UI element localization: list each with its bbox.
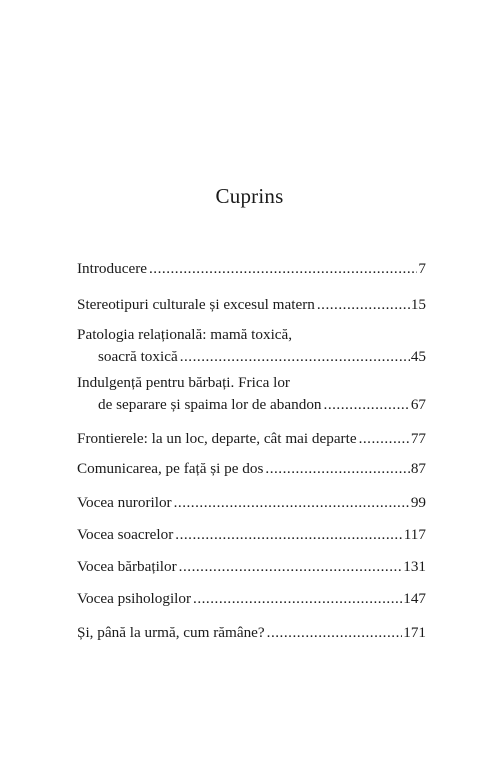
toc-entry bbox=[77, 622, 426, 644]
dot-leader bbox=[193, 588, 402, 610]
toc-entry bbox=[77, 258, 426, 280]
toc-entry bbox=[77, 556, 426, 578]
toc-page-number: 117 bbox=[403, 526, 426, 543]
page-title: Cuprins bbox=[215, 184, 284, 208]
toc-entry-title: Vocea psihologilor bbox=[77, 590, 192, 607]
toc-entry-title: Indulgență pentru bărbați. Frica lor bbox=[77, 374, 290, 391]
toc-entry bbox=[77, 588, 426, 610]
dot-leader bbox=[359, 428, 410, 450]
toc-entry-line bbox=[77, 428, 426, 450]
toc-entry-title: Introducere bbox=[77, 260, 147, 277]
toc-entry-title: Vocea soacrelor bbox=[77, 526, 174, 543]
dot-leader bbox=[175, 524, 403, 546]
toc-entry bbox=[77, 492, 426, 514]
toc-entry-line bbox=[77, 556, 426, 578]
dot-leader bbox=[265, 458, 409, 480]
toc-entry-title: soacră toxică bbox=[98, 348, 178, 365]
toc-entry bbox=[77, 294, 426, 316]
toc-entry-title: Frontierele: la un loc, departe, cât mai departe bbox=[77, 430, 357, 447]
dot-leader bbox=[149, 258, 417, 280]
toc-entry-title: Vocea bărbaților bbox=[77, 558, 177, 575]
toc-entry-line bbox=[77, 394, 426, 416]
toc-entry-line bbox=[77, 372, 426, 394]
toc-page-number: 147 bbox=[403, 590, 426, 607]
toc-entry bbox=[77, 324, 426, 368]
dot-leader bbox=[317, 294, 410, 316]
toc-page-number: 171 bbox=[403, 624, 426, 641]
toc-page-number: 67 bbox=[410, 396, 426, 413]
toc-entry-line bbox=[77, 346, 426, 368]
toc-entry-title: Comunicarea, pe față și pe dos bbox=[77, 460, 264, 477]
toc-entry-line bbox=[77, 294, 426, 316]
dot-leader bbox=[324, 394, 410, 416]
toc-entry-title: Vocea nurorilor bbox=[77, 494, 172, 511]
toc-entry-line bbox=[77, 588, 426, 610]
toc-entry bbox=[77, 524, 426, 546]
toc-entry-title: Și, până la urmă, cum rămâne? bbox=[77, 624, 265, 641]
dot-leader bbox=[180, 346, 410, 368]
toc-entry-line bbox=[77, 524, 426, 546]
toc-entry bbox=[77, 428, 426, 450]
toc-entry bbox=[77, 458, 426, 480]
toc-page-number: 7 bbox=[418, 260, 426, 277]
toc-entry-line bbox=[77, 258, 426, 280]
toc-page-number: 87 bbox=[410, 460, 426, 477]
toc-entry-line bbox=[77, 324, 426, 346]
toc-page-number: 131 bbox=[403, 558, 426, 575]
dot-leader bbox=[174, 492, 410, 514]
dot-leader bbox=[179, 556, 403, 578]
toc-entry-line bbox=[77, 458, 426, 480]
toc-page-number: 99 bbox=[410, 494, 426, 511]
toc-page-number: 45 bbox=[410, 348, 426, 365]
toc-entry-title: de separare și spaima lor de abandon bbox=[98, 396, 322, 413]
toc-page-number: 77 bbox=[410, 430, 426, 447]
toc-entry-line bbox=[77, 492, 426, 514]
toc-page-number: 15 bbox=[410, 296, 426, 313]
dot-leader bbox=[267, 622, 403, 644]
toc-entry-title: Patologia relațională: mamă toxică, bbox=[77, 326, 293, 343]
toc-entry-line bbox=[77, 622, 426, 644]
toc-entry bbox=[77, 372, 426, 416]
toc-entry-title: Stereotipuri culturale și excesul matern bbox=[77, 296, 315, 313]
